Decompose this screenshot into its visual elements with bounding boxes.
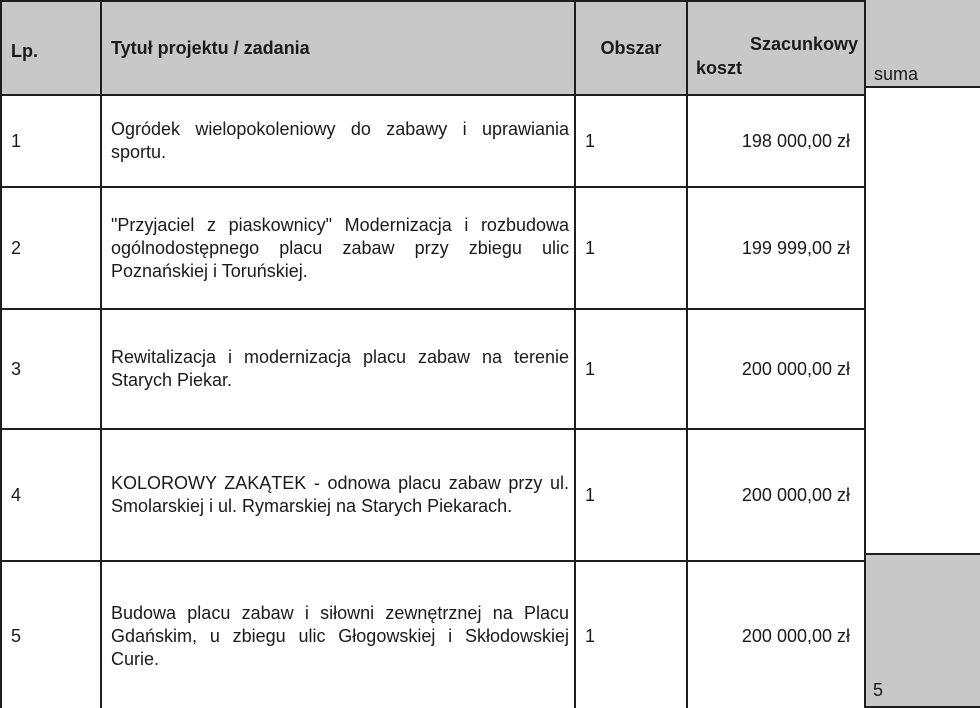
row-title: Budowa placu zabaw i siłowni zewnętrznej na Placu Gdańskim, u zbiegu ulic Głogowskiej i Skłodowskiej Curie. bbox=[101, 561, 575, 708]
row-cost: 199 999,00 zł bbox=[687, 187, 867, 309]
row-lp: 4 bbox=[1, 429, 101, 561]
sum-label: suma bbox=[874, 64, 919, 84]
header-lp: Lp. bbox=[1, 1, 101, 95]
row-lp: 3 bbox=[1, 309, 101, 429]
table-row bbox=[1, 95, 867, 187]
row-area: 1 bbox=[575, 561, 687, 708]
row-title: KOLOROWY ZAKĄTEK - odnowa placu zabaw przy ul. Smolarskiej i ul. Rymarskiej na Starych Piekarach. bbox=[101, 429, 575, 561]
row-title: Ogródek wielopokoleniowy do zabawy i uprawiania sportu. bbox=[101, 95, 575, 187]
row-area: 1 bbox=[575, 95, 687, 187]
header-area: Obszar bbox=[575, 1, 687, 95]
header-row bbox=[1, 1, 867, 95]
table-row bbox=[1, 561, 867, 708]
row-title: Rewitalizacja i modernizacja placu zabaw na terenie Starych Piekar. bbox=[101, 309, 575, 429]
row-cost: 200 000,00 zł bbox=[687, 309, 867, 429]
header-cost-line2: koszt bbox=[696, 58, 743, 78]
header-cost-line1: Szacunkowy bbox=[749, 34, 858, 54]
table-row bbox=[1, 429, 867, 561]
row-cost: 200 000,00 zł bbox=[687, 561, 867, 708]
column-divider bbox=[864, 0, 866, 708]
sum-empty-cell bbox=[866, 88, 980, 553]
sum-value-cell bbox=[866, 553, 980, 708]
table-row bbox=[1, 309, 867, 429]
row-area: 1 bbox=[575, 429, 687, 561]
row-cost: 198 000,00 zł bbox=[687, 95, 867, 187]
row-cost: 200 000,00 zł bbox=[687, 429, 867, 561]
header-cost bbox=[687, 1, 867, 95]
row-title: "Przyjaciel z piaskownicy" Modernizacja i rozbudowa ogólnodostępnego placu zabaw przy zbiegu ulic Poznańskiej i Toruńskiej. bbox=[101, 187, 575, 309]
row-area: 1 bbox=[575, 309, 687, 429]
row-lp: 1 bbox=[1, 95, 101, 187]
row-lp: 5 bbox=[1, 561, 101, 708]
row-area: 1 bbox=[575, 187, 687, 309]
header-title: Tytuł projektu / zadania bbox=[101, 1, 575, 95]
sum-value: 5 bbox=[873, 680, 884, 700]
row-lp: 2 bbox=[1, 187, 101, 309]
sum-header-cell bbox=[866, 0, 980, 88]
table-row bbox=[1, 187, 867, 309]
